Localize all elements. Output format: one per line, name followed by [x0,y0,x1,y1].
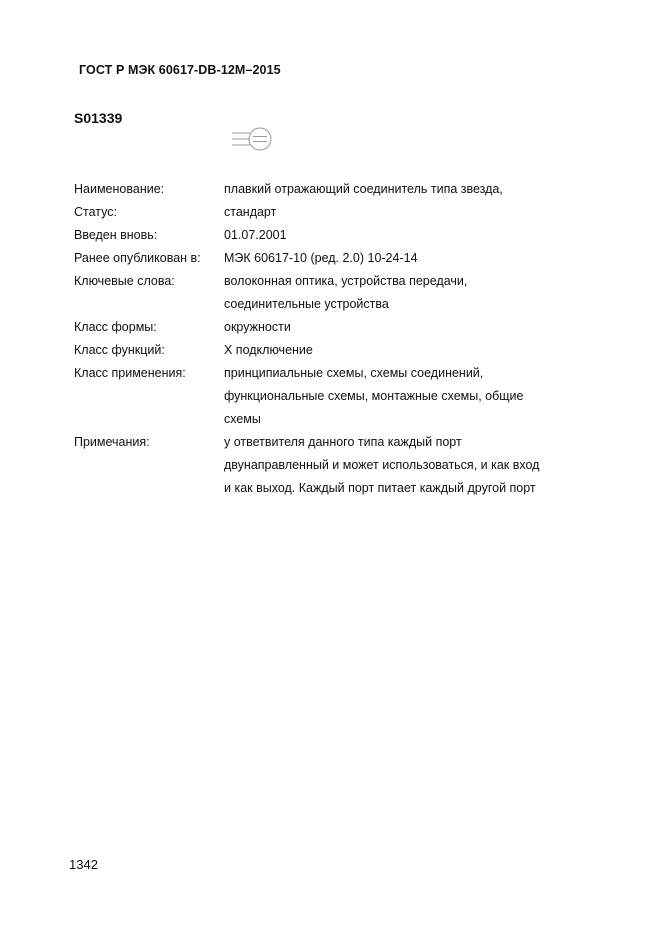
property-row [74,362,594,431]
property-value-line: у ответвителя данного типа каждый порт [224,435,462,449]
property-value-line: окружности [224,320,291,334]
property-value-line: принципиальные схемы, схемы соединений, [224,366,484,380]
property-value [224,178,594,201]
property-row [74,316,594,339]
property-row [74,270,594,316]
property-value [224,247,594,270]
property-value-line: МЭК 60617-10 (ред. 2.0) 10-24-14 [224,251,418,265]
page-number: 1342 [69,857,98,872]
property-value-line: волоконная оптика, устройства передачи, [224,274,468,288]
property-row [74,178,594,201]
property-label: Статус: [74,205,117,219]
property-value-line: соединительные устройства [224,297,389,311]
property-label: Класс функций: [74,343,165,357]
property-value [224,224,594,247]
property-value-line: 01.07.2001 [224,228,287,242]
property-value-line: стандарт [224,205,277,219]
property-label: Ключевые слова: [74,274,175,288]
property-row [74,339,594,362]
property-label: Наименование: [74,182,165,196]
property-value [224,431,594,500]
property-label: Ранее опубликован в: [74,251,201,265]
property-value-line: X подключение [224,343,313,357]
property-label: Класс применения: [74,366,186,380]
property-value-line: схемы [224,412,261,426]
property-value-line: и как выход. Каждый порт питает каждый другой порт [224,481,536,495]
property-label: Класс формы: [74,320,157,334]
property-value-line: двунаправленный и может использоваться, и как вход [224,458,540,472]
property-label: Примечания: [74,435,150,449]
symbol-id: S01339 [74,110,123,126]
property-value [224,316,594,339]
property-value [224,201,594,224]
symbol-properties-table [74,178,594,500]
property-row [74,224,594,247]
property-label: Введен вновь: [74,228,158,242]
property-value [224,270,594,316]
property-row [74,201,594,224]
property-value-line: функциональные схемы, монтажные схемы, общие [224,389,524,403]
property-row [74,431,594,500]
property-value [224,339,594,362]
document-header: ГОСТ Р МЭК 60617-DB-12M–2015 [79,63,281,77]
star-coupler-symbol-icon [230,124,278,154]
property-value [224,362,594,431]
property-row [74,247,594,270]
property-value-line: плавкий отражающий соединитель типа звезда, [224,182,503,196]
